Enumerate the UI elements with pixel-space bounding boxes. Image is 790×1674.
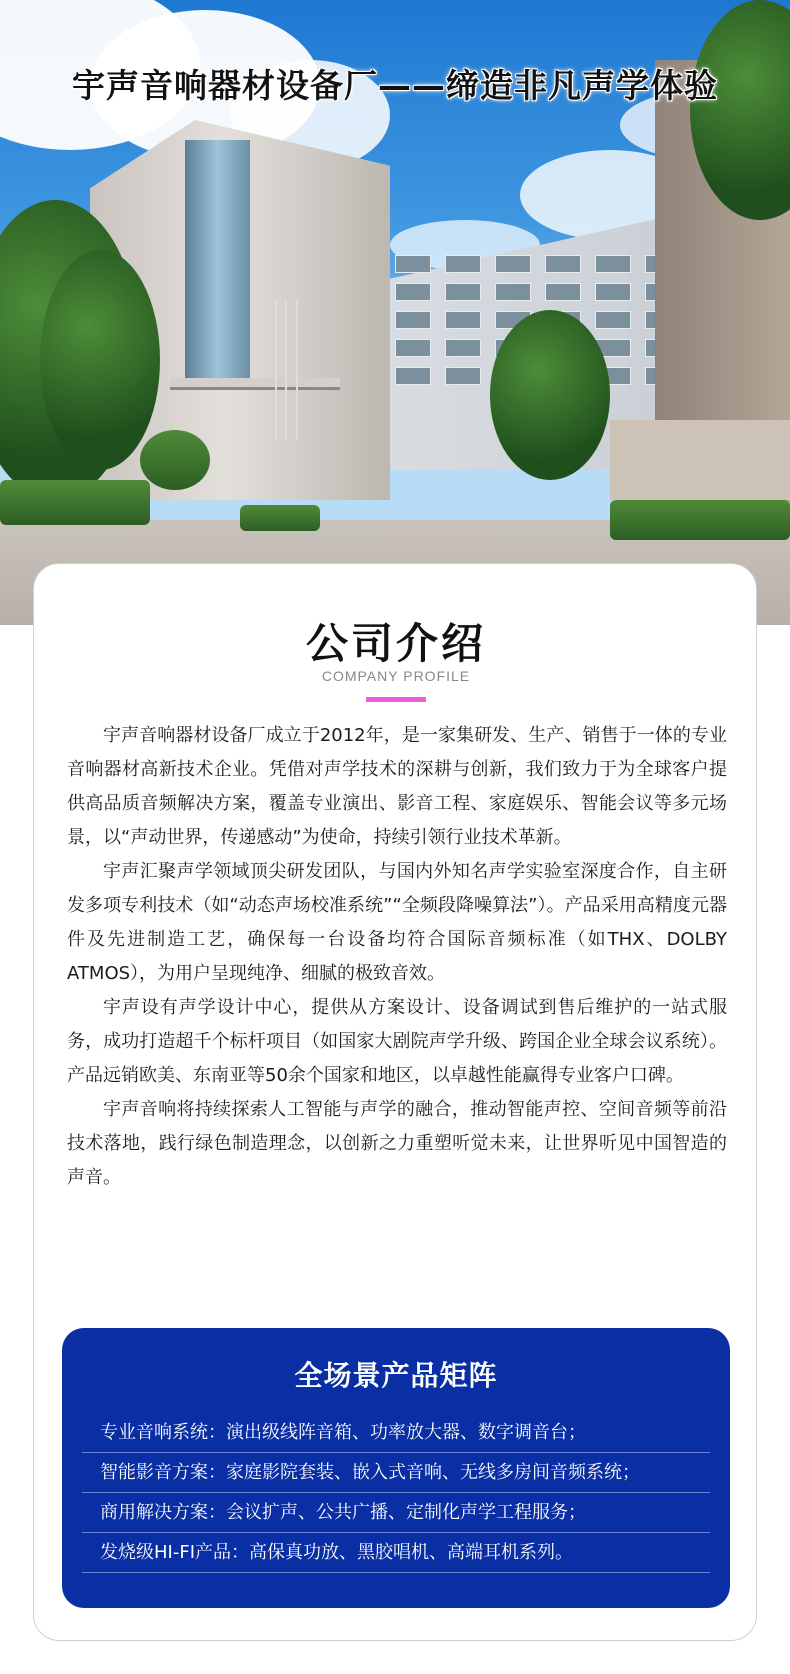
profile-subtitle: COMPANY PROFILE [321, 668, 471, 684]
flagpole [296, 300, 298, 440]
product-item: 商用解决方案：会议扩声、公共广播、定制化声学工程服务； [82, 1493, 710, 1533]
hedge [0, 480, 150, 525]
product-item: 发烧级HI-FI产品：高保真功放、黑胶唱机、高端耳机系列。 [82, 1533, 710, 1573]
glass-facade [185, 140, 250, 380]
profile-paragraph: 宇声音响器材设备厂成立于2012年，是一家集研发、生产、销售于一体的专业音响器材高新技术企业。凭借对声学技术的深耕与创新，我们致力于为全球客户提供高品质音频解决方案，覆盖专业演出、影音工程、家庭娱乐、智能会议等多元场景，以“声动世界，传递感动”为使命，持续引领行业技术革新。 [67, 725, 727, 848]
tree [490, 310, 610, 480]
profile-text [67, 719, 727, 1195]
title-underline [366, 697, 426, 702]
entrance-wall [610, 420, 790, 500]
entrance-canopy [170, 378, 340, 390]
hedge [240, 505, 320, 531]
product-item: 智能影音方案：家庭影院套装、嵌入式音响、无线多房间音频系统； [82, 1453, 710, 1493]
product-matrix-box [62, 1328, 730, 1608]
flagpole [285, 300, 287, 440]
hedge [610, 500, 790, 540]
product-matrix-title: 全场景产品矩阵 [294, 1359, 498, 1392]
product-item: 专业音响系统：演出级线阵音箱、功率放大器、数字调音台； [82, 1413, 710, 1453]
profile-paragraph: 宇声汇聚声学领域顶尖研发团队，与国内外知名声学实验室深度合作，自主研发多项专利技术（如“动态声场校准系统”“全频段降噪算法”）。产品采用高精度元器件及先进制造工艺，确保每一台设备均符合国际音频标准（如THX、DOLBY ATMOS），为用户呈现纯净、细腻的极致音效。 [67, 861, 727, 984]
profile-paragraph: 宇声设有声学设计中心，提供从方案设计、设备调试到售后维护的一站式服务，成功打造超千个标杆项目（如国家大剧院声学升级、跨国企业全球会议系统）。产品远销欧美、东南亚等50余个国家和地区，以卓越性能赢得专业客户口碑。 [67, 997, 727, 1086]
profile-paragraph: 宇声音响将持续探索人工智能与声学的融合，推动智能声控、空间音频等前沿技术落地，践行绿色制造理念，以创新之力重塑听觉未来，让世界听见中国智造的声音。 [67, 1099, 727, 1188]
hedge [140, 430, 210, 490]
content-card [33, 563, 757, 1641]
product-list [82, 1413, 710, 1573]
flagpole [275, 300, 277, 440]
banner-title: 宇声音响器材设备厂——缔造非凡声学体验 [72, 66, 718, 105]
tree [40, 250, 160, 470]
profile-title: 公司介绍 [305, 619, 486, 668]
factory-banner-photo [0, 0, 790, 625]
